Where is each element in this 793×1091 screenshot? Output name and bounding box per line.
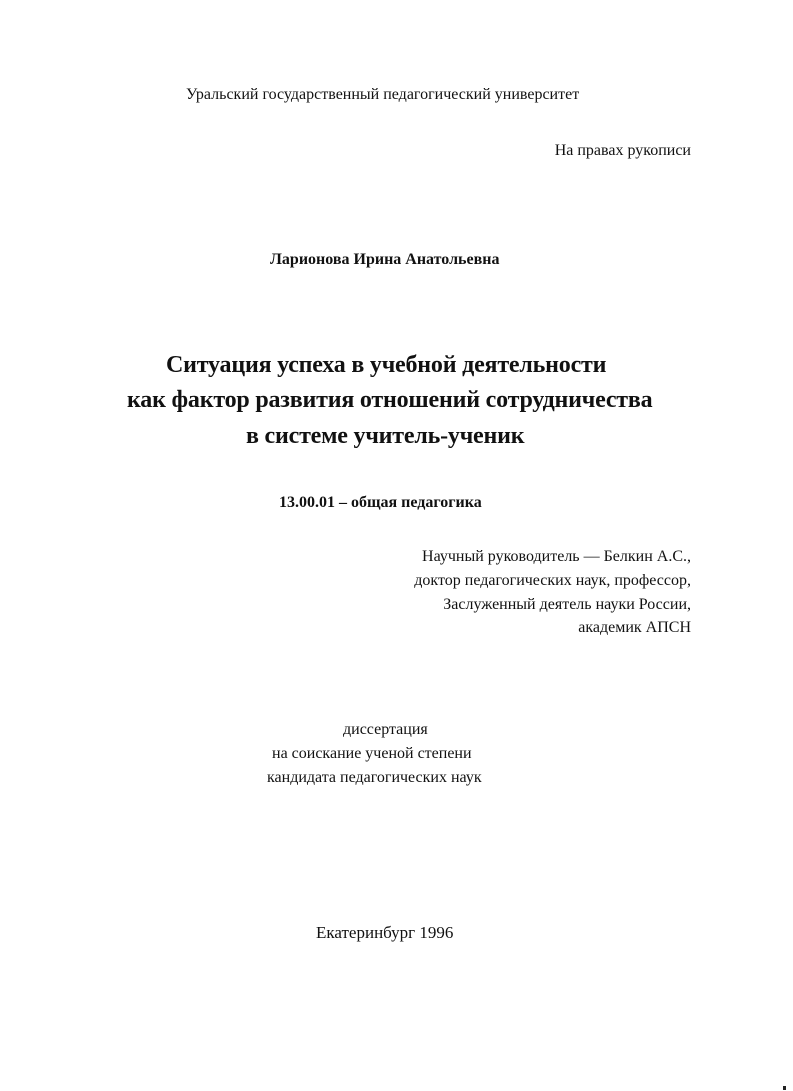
- university-name: Уральский государственный педагогический университет: [186, 86, 580, 103]
- city-year: Екатеринбург 1996: [316, 923, 454, 942]
- dissertation-line-1: диссертация: [343, 721, 428, 738]
- supervisor-line-3: Заслуженный деятель науки России,: [443, 596, 691, 613]
- supervisor-line-4: академик АПСН: [578, 619, 691, 636]
- title-line-2: как фактор развития отношений сотрудничества: [127, 387, 653, 413]
- rights-note: На правах рукописи: [554, 142, 691, 159]
- author-name: Ларионова Ирина Анатольевна: [270, 251, 500, 268]
- dissertation-line-2: на соискание ученой степени: [272, 745, 472, 762]
- supervisor-line-2: доктор педагогических наук, профессор,: [414, 572, 691, 589]
- title-line-1: Ситуация успеха в учебной деятельности: [166, 352, 607, 378]
- title-line-3: в системе учитель-ученик: [246, 423, 525, 449]
- dissertation-line-3: кандидата педагогических наук: [267, 769, 482, 786]
- supervisor-line-1: Научный руководитель — Белкин А.С.,: [422, 548, 691, 565]
- specialty-code: 13.00.01 – общая педагогика: [279, 494, 482, 511]
- scan-speck: [783, 1086, 786, 1090]
